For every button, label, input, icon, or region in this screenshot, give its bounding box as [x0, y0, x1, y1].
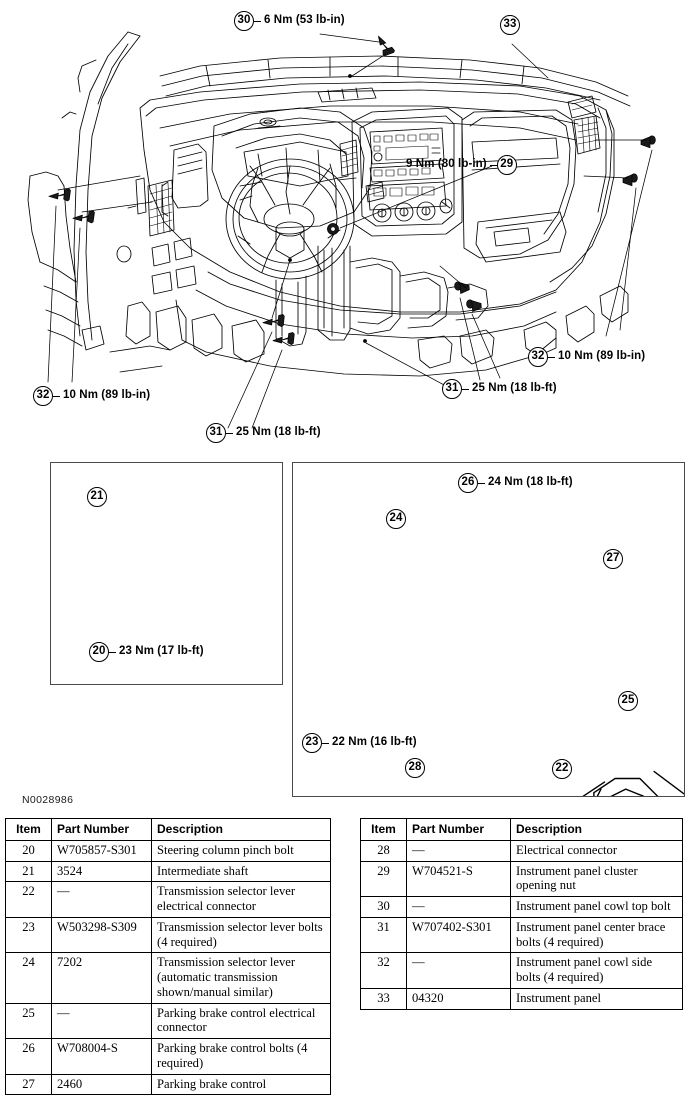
cell-part-number: W503298-S309 — [52, 917, 152, 952]
cell-description: Instrument panel — [511, 988, 683, 1009]
callout-dash — [254, 21, 261, 22]
callout-bubble-30: 30 — [234, 11, 254, 31]
cell-part-number: — — [407, 841, 511, 862]
callout-bubble-31: 31 — [206, 423, 226, 443]
callout-torque-26: 24 Nm (18 lb-ft) — [488, 476, 573, 489]
callout-torque-20: 23 Nm (17 lb-ft) — [119, 645, 204, 658]
column-header-item: Item — [6, 819, 52, 841]
cell-item: 24 — [6, 953, 52, 1003]
table-row — [6, 861, 331, 882]
cell-description: Transmission selector lever electrical connector — [152, 882, 331, 917]
callout-27 — [603, 549, 623, 569]
parts-table-right — [360, 818, 683, 1010]
callout-20 — [89, 642, 204, 662]
callout-bubble-28: 28 — [405, 758, 425, 778]
callout-bubble-22: 22 — [552, 759, 572, 779]
parts-table-left — [5, 818, 331, 1095]
cell-item: 26 — [6, 1039, 52, 1074]
table-row — [361, 988, 683, 1009]
column-header-item: Item — [361, 819, 407, 841]
cell-part-number: W705857-S301 — [52, 841, 152, 862]
cell-description: Parking brake control — [152, 1074, 331, 1095]
cell-description: Steering column pinch bolt — [152, 841, 331, 862]
callout-24 — [386, 509, 406, 529]
callout-torque-23: 22 Nm (16 lb-ft) — [332, 736, 417, 749]
callout-29 — [406, 155, 517, 175]
column-header-description: Description — [511, 819, 683, 841]
cell-item: 21 — [6, 861, 52, 882]
cell-part-number: W708004-S — [52, 1039, 152, 1074]
callout-25 — [618, 691, 638, 711]
cell-part-number: 04320 — [407, 988, 511, 1009]
callout-torque-29: 9 Nm (80 lb-in) — [406, 158, 487, 171]
callout-torque-31: 25 Nm (18 lb-ft) — [472, 382, 557, 395]
cell-item: 25 — [6, 1003, 52, 1038]
inset-panel-selector-parking-brake — [292, 462, 685, 797]
callout-32-right — [528, 347, 645, 367]
callout-33 — [500, 15, 520, 35]
cell-part-number: 7202 — [52, 953, 152, 1003]
column-header-description: Description — [152, 819, 331, 841]
cell-part-number: — — [407, 953, 511, 988]
column-header-part-number: Part Number — [407, 819, 511, 841]
cell-part-number: 3524 — [52, 861, 152, 882]
callout-bubble-24: 24 — [386, 509, 406, 529]
callout-32-left — [33, 386, 150, 406]
callout-23 — [302, 733, 417, 753]
cell-description: Instrument panel cowl side bolts (4 required) — [511, 953, 683, 988]
callout-30 — [234, 11, 345, 31]
callout-torque-32: 10 Nm (89 lb-in) — [558, 350, 646, 363]
cell-part-number: W707402-S301 — [407, 917, 511, 952]
cell-item: 22 — [6, 882, 52, 917]
column-header-part-number: Part Number — [52, 819, 152, 841]
cell-description: Instrument panel cluster opening nut — [511, 861, 683, 896]
cell-item: 30 — [361, 897, 407, 918]
cell-description: Transmission selector lever bolts (4 required) — [152, 917, 331, 952]
callout-bubble-23: 23 — [302, 733, 322, 753]
table-row — [6, 1074, 331, 1095]
table-row — [6, 841, 331, 862]
table-row — [6, 1039, 331, 1074]
callout-26 — [458, 473, 573, 493]
table-row — [6, 882, 331, 917]
callout-torque-31: 25 Nm (18 lb-ft) — [236, 426, 321, 439]
table-row — [361, 897, 683, 918]
cell-item: 33 — [361, 988, 407, 1009]
table-row — [361, 917, 683, 952]
cell-description: Instrument panel center brace bolts (4 required) — [511, 917, 683, 952]
callout-31-left — [206, 423, 321, 443]
cell-item: 29 — [361, 861, 407, 896]
cell-part-number: — — [52, 882, 152, 917]
callout-bubble-20: 20 — [89, 642, 109, 662]
callout-bubble-33: 33 — [500, 15, 520, 35]
callout-torque-32: 10 Nm (89 lb-in) — [63, 389, 151, 402]
callout-bubble-32: 32 — [33, 386, 53, 406]
cell-description: Parking brake control electrical connector — [152, 1003, 331, 1038]
figure-id: N0028986 — [22, 794, 74, 806]
cell-item: 23 — [6, 917, 52, 952]
callout-bubble-26: 26 — [458, 473, 478, 493]
callout-dash — [490, 165, 497, 166]
cell-description: Intermediate shaft — [152, 861, 331, 882]
cell-part-number: — — [407, 897, 511, 918]
table-row — [361, 861, 683, 896]
table-row — [6, 953, 331, 1003]
table-header-row — [6, 819, 331, 841]
callout-bubble-32: 32 — [528, 347, 548, 367]
cell-description: Transmission selector lever (automatic transmission shown/manual similar) — [152, 953, 331, 1003]
callout-bubble-25: 25 — [618, 691, 638, 711]
table-row — [6, 1003, 331, 1038]
callout-torque-30: 6 Nm (53 lb-in) — [264, 14, 345, 27]
cell-item: 20 — [6, 841, 52, 862]
callout-22 — [552, 759, 572, 779]
callout-bubble-29: 29 — [497, 155, 517, 175]
callout-21 — [87, 487, 107, 507]
inset-panel-steering-column — [50, 462, 283, 685]
cell-item: 28 — [361, 841, 407, 862]
callout-31-right — [442, 379, 557, 399]
cell-item: 31 — [361, 917, 407, 952]
table-header-row — [361, 819, 683, 841]
callout-bubble-27: 27 — [603, 549, 623, 569]
cell-item: 27 — [6, 1074, 52, 1095]
table-row — [361, 953, 683, 988]
cell-description: Parking brake control bolts (4 required) — [152, 1039, 331, 1074]
table-row — [361, 841, 683, 862]
cell-part-number: — — [52, 1003, 152, 1038]
cell-description: Instrument panel cowl top bolt — [511, 897, 683, 918]
table-row — [6, 917, 331, 952]
cell-description: Electrical connector — [511, 841, 683, 862]
cell-part-number: W704521-S — [407, 861, 511, 896]
callout-28 — [405, 758, 425, 778]
cell-part-number: 2460 — [52, 1074, 152, 1095]
cell-item: 32 — [361, 953, 407, 988]
callout-bubble-21: 21 — [87, 487, 107, 507]
callout-bubble-31: 31 — [442, 379, 462, 399]
